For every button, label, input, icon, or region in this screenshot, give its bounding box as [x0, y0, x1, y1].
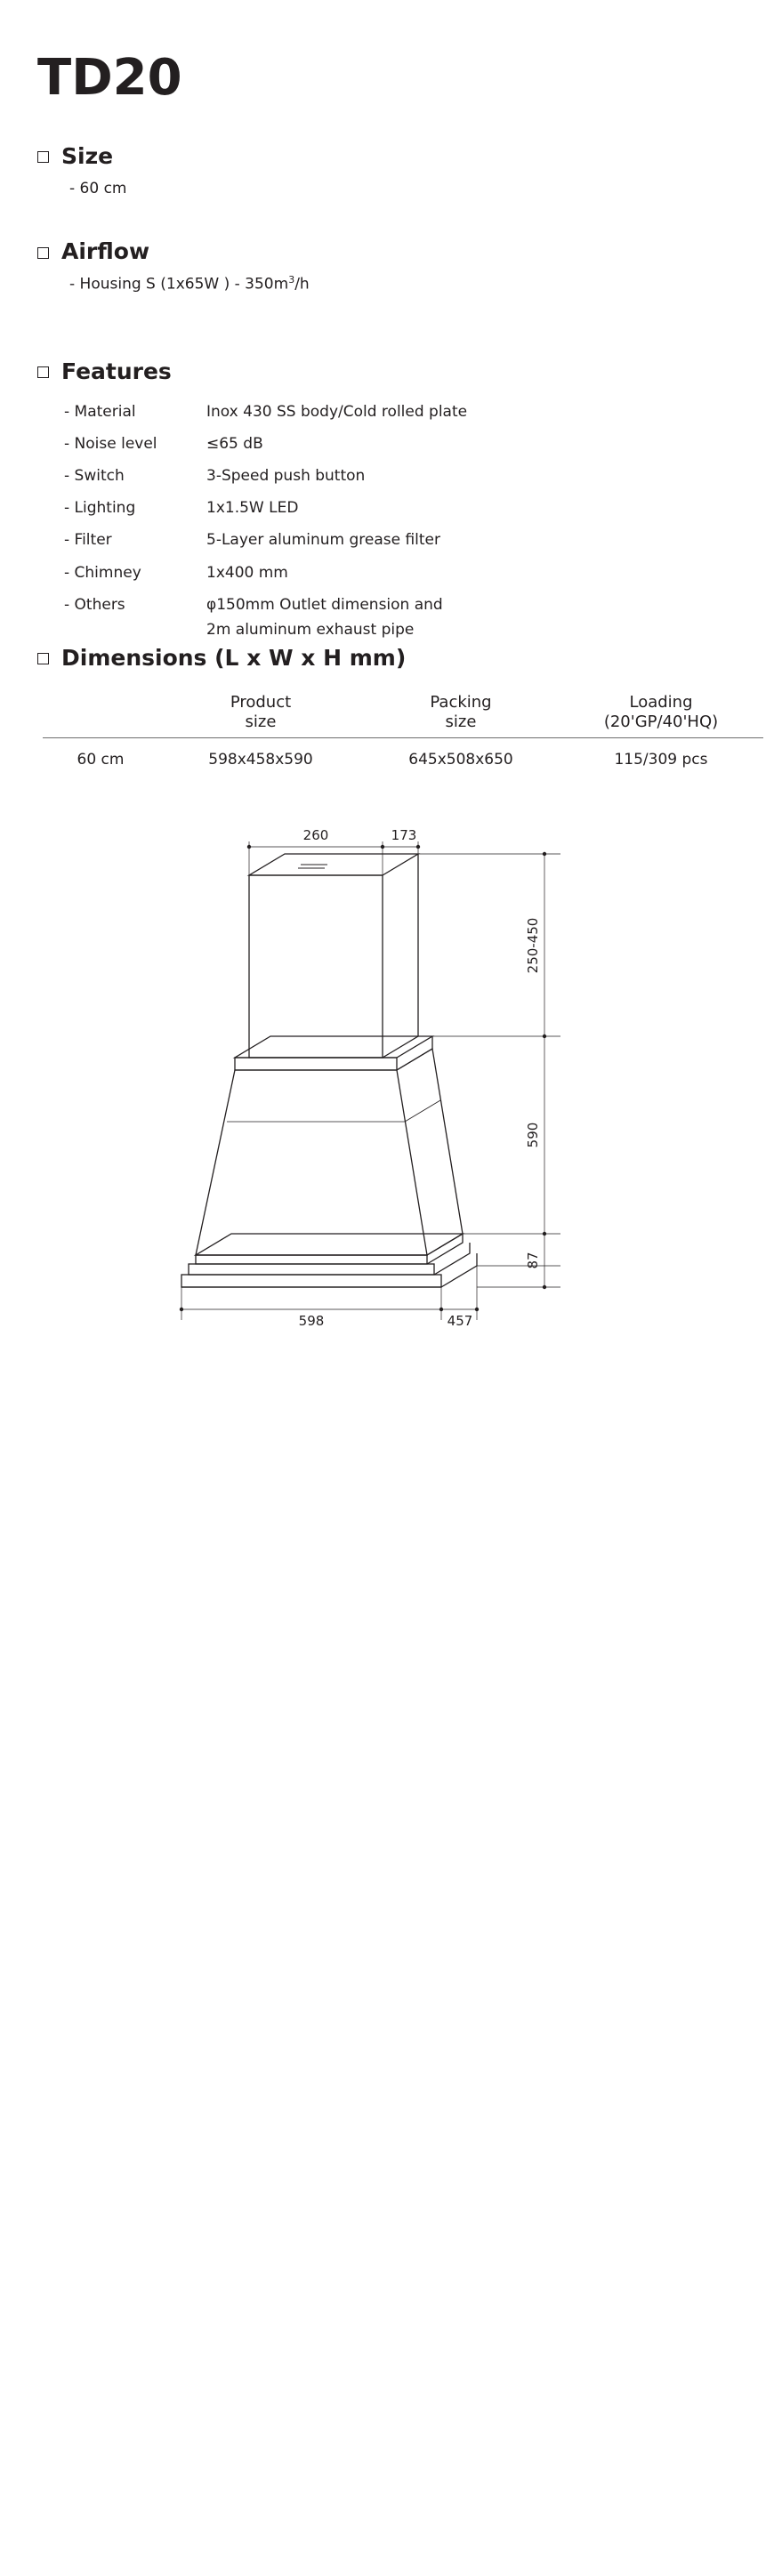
section-airflow-title: Airflow: [61, 238, 150, 265]
feature-label: - Others: [64, 595, 125, 614]
section-dimensions-title: Dimensions (L x W x H mm): [61, 644, 407, 671]
shelf-top-face: [235, 1036, 432, 1058]
table-row: [64, 589, 467, 646]
feature-label: - Filter: [64, 531, 112, 550]
dim-marker: [415, 845, 419, 849]
table-row: [64, 524, 467, 556]
cell-product-size: 598x458x590: [158, 738, 363, 769]
section-airflow: [37, 239, 750, 294]
feature-value: 3-Speed push button: [206, 467, 366, 486]
feature-value: ≤65 dB: [206, 435, 263, 454]
bullet-square-icon: [37, 247, 49, 259]
table-row: [64, 396, 467, 428]
feature-label: - Chimney: [64, 563, 141, 582]
shelf-front-face: [235, 1058, 397, 1070]
section-airflow-header: [37, 239, 750, 264]
section-size-header: [37, 144, 750, 169]
cell-size: 60 cm: [43, 738, 158, 769]
feature-label: - Switch: [64, 467, 125, 486]
dim-marker: [179, 1308, 182, 1311]
section-size-title: Size: [61, 143, 114, 169]
cell-packing-size: 645x508x650: [363, 738, 559, 769]
dimensions-header-row: [43, 693, 763, 737]
label-body-height: 590: [524, 1122, 541, 1148]
column-header-loading-line2: (20'GP/40'HQ): [603, 712, 719, 732]
base-band-3: [181, 1275, 441, 1287]
feature-label: - Noise level: [64, 435, 157, 454]
base-side-3: [441, 1253, 477, 1287]
chimney-front-face: [249, 875, 383, 1058]
feature-value: [206, 589, 467, 646]
column-header-packing-size-line1: Packing: [430, 693, 492, 712]
column-header-blank: [43, 693, 158, 737]
feature-value: 1x1.5W LED: [206, 499, 299, 518]
column-header-packing-size-line2: size: [445, 712, 477, 732]
bullet-square-icon: [37, 151, 49, 163]
label-chimney-width: 260: [302, 827, 328, 844]
table-row: [43, 738, 763, 769]
label-base-width: 598: [298, 1313, 324, 1330]
dim-marker: [474, 1308, 478, 1311]
base-side-1: [427, 1234, 463, 1264]
page-title: TD20: [37, 49, 182, 107]
dim-marker: [542, 1034, 545, 1038]
base-band-2: [189, 1264, 434, 1275]
dim-marker: [439, 1308, 442, 1311]
chimney-side-face: [383, 854, 418, 1058]
dim-marker: [542, 1285, 545, 1289]
dimensions-table: [43, 693, 763, 769]
section-dimensions-header: [37, 646, 750, 671]
column-header-loading-line1: Loading: [629, 693, 693, 712]
label-base-depth: 457: [447, 1313, 472, 1330]
feature-value-line2: 2m aluminum exhaust pipe: [206, 620, 415, 639]
label-base-height: 87: [524, 1252, 541, 1269]
feature-label: - Material: [64, 403, 136, 422]
section-dimensions: [37, 646, 750, 769]
section-features-header: [37, 359, 750, 384]
dim-marker: [246, 845, 250, 849]
feature-value-line1: φ150mm Outlet dimension and: [206, 595, 443, 614]
feature-value: 5-Layer aluminum grease filter: [206, 531, 441, 550]
bullet-square-icon: [37, 366, 49, 378]
feature-value: 1x400 mm: [206, 563, 288, 582]
dim-marker: [542, 1232, 545, 1236]
table-row: [64, 428, 467, 460]
section-airflow-value: [69, 274, 750, 295]
column-header-product-size-line2: size: [245, 712, 277, 732]
column-header-packing-size: [363, 693, 559, 737]
column-header-product-size-line1: Product: [230, 693, 292, 712]
section-size-value: - 60 cm: [69, 179, 127, 197]
hood-body-side: [397, 1049, 463, 1255]
dim-marker: [380, 845, 383, 849]
base-band-1: [196, 1255, 427, 1264]
section-size: [37, 144, 750, 198]
table-row: [64, 492, 467, 524]
chimney-top-face: [249, 854, 418, 875]
label-chimney-height: 250-450: [524, 917, 541, 974]
dim-marker: [542, 852, 545, 856]
airflow-value-main: - Housing S (1x65W ) - 350m: [69, 275, 289, 294]
technical-drawing: [142, 822, 641, 1427]
section-features-title: Features: [61, 358, 172, 384]
base-top-face: [196, 1234, 463, 1255]
bullet-square-icon: [37, 653, 49, 664]
section-features: [37, 359, 750, 646]
hood-body-front: [196, 1070, 427, 1255]
cell-loading: 115/309 pcs: [559, 738, 763, 769]
table-row: [64, 460, 467, 492]
spec-sheet-page: [0, 49, 782, 2576]
features-table: [64, 396, 467, 646]
airflow-value-suffix: /h: [294, 275, 310, 294]
shelf-side-face: [397, 1036, 432, 1070]
column-header-product-size: [158, 693, 363, 737]
feature-label: - Lighting: [64, 499, 136, 518]
feature-value: Inox 430 SS body/Cold rolled plate: [206, 403, 468, 422]
table-row: [64, 557, 467, 589]
body-seam-line-side: [405, 1100, 440, 1122]
airflow-value-exponent: 3: [288, 273, 295, 286]
label-chimney-depth: 173: [391, 827, 416, 844]
column-header-loading: [559, 693, 763, 737]
